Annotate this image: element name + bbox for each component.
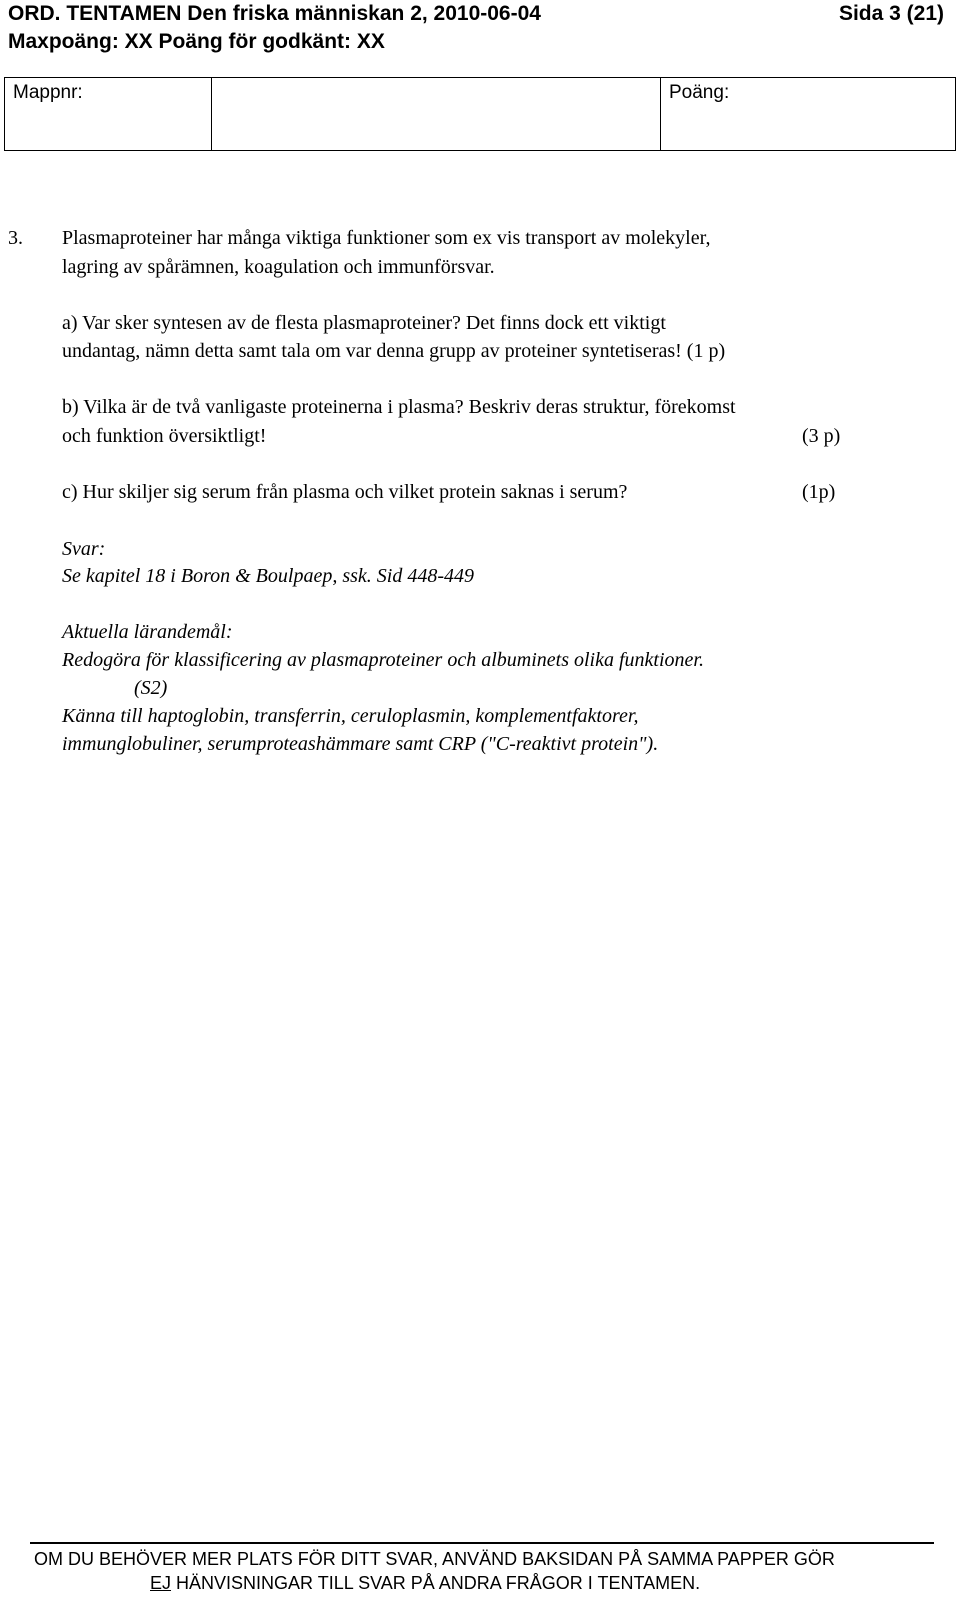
learning-goal-2-line2: immunglobuliner, serumproteashämmare samt CRP ("C-reaktivt protein"). [62, 733, 659, 755]
learning-goals-label: Aktuella lärandemål: [62, 621, 233, 643]
question-b-line2: och funktion översiktligt! [62, 425, 267, 447]
answer-reference: Se kapitel 18 i Boron & Boulpaep, ssk. Sid 448-449 [62, 565, 474, 587]
exam-title: ORD. TENTAMEN Den friska människan 2, 2010-06-04 [8, 2, 541, 25]
question-intro-line1: Plasmaproteiner har många viktiga funktioner som ex vis transport av molekyler, [62, 227, 711, 249]
score-box [4, 77, 956, 151]
footer-line2 [150, 1572, 700, 1594]
question-intro-line2: lagring av spårämnen, koagulation och immunförsvar. [62, 256, 495, 278]
blank-cell [212, 78, 661, 151]
learning-goal-2-line1: Känna till haptoglobin, transferrin, ceruloplasmin, komplementfaktorer, [62, 705, 639, 727]
question-number: 3. [8, 227, 23, 249]
points-label: Poäng: [669, 82, 730, 103]
folder-number-cell[interactable] [5, 78, 212, 151]
question-c-line: c) Hur skiljer sig serum från plasma och vilket protein saknas i serum? [62, 481, 628, 503]
footer-line2-rest: HÄNVISNINGAR TILL SVAR PÅ ANDRA FRÅGOR I TENTAMEN. [171, 1573, 701, 1593]
question-c-points: (1p) [802, 481, 836, 503]
learning-goal-1: Redogöra för klassificering av plasmaproteiner och albuminets olika funktioner. [62, 649, 704, 671]
learning-goal-1-code: (S2) [134, 677, 168, 699]
footer-line1: OM DU BEHÖVER MER PLATS FÖR DITT SVAR, ANVÄND BAKSIDAN PÅ SAMMA PAPPER GÖR [34, 1549, 835, 1569]
folder-number-label: Mappnr: [13, 82, 83, 103]
footer-divider [30, 1542, 934, 1544]
question-b-points: (3 p) [802, 425, 841, 447]
points-summary: Maxpoäng: XX Poäng för godkänt: XX [8, 30, 385, 53]
question-b-line1: b) Vilka är de två vanligaste proteinerna i plasma? Beskriv deras struktur, förekomst [62, 396, 736, 418]
answer-label: Svar: [62, 538, 106, 560]
footer-ej: EJ [150, 1573, 172, 1593]
question-a-line1: a) Var sker syntesen av de flesta plasmaproteiner? Det finns dock ett viktigt [62, 312, 666, 334]
question-a-line2: undantag, nämn detta samt tala om var denna grupp av proteiner syntetiseras! (1 p) [62, 340, 726, 362]
page-number: Sida 3 (21) [838, 2, 944, 25]
points-cell[interactable] [661, 78, 956, 151]
